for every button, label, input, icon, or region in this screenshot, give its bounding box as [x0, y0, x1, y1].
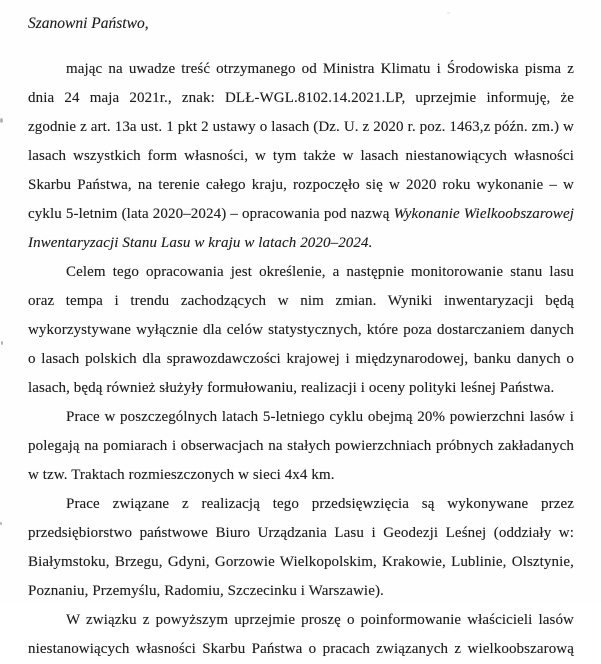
- paragraph-contractor: [28, 490, 574, 606]
- paragraph-text: Prace w poszczególnych latach 5-letniego cyklu obejmą 20% powierzchni lasów i polegają na pomiarach i obserwacjach na stałych powierzchniach próbnych zakładanych w tzw. Traktach rozmieszczonych w sieci 4x4 km.: [28, 409, 574, 483]
- paragraph-text: mając na uwadze treść otrzymanego od Ministra Klimatu i Środowiska pisma z dnia 24 maja 2021r., znak: DLŁ-WGL.8102.14.2021.LP, uprzejmie informuję, że zgodnie z art. 13a ust. 1 pkt 2 ustawy o lasach (Dz. U. z 2020 r. poz. 1463,z późn. zm.) w lasach wszystkich form własności, w tym także w lasach niestanowiących własności Skarbu Państwa, na terenie całego kraju, rozpoczęło się w 2020 roku wykonanie – w cyklu 5-letnim (lata 2020–2024) – opracowania pod nazwą: [28, 61, 574, 222]
- salutation: Szanowni Państwo,: [28, 15, 149, 32]
- paragraph-text: Prace związane z realizacją tego przedsięwzięcia są wykonywane przez przedsiębiorstwo państwowe Biuro Urządzania Lasu i Geodezji Leśnej (oddziały w: Białymstoku, Brzegu, Gdyni, Gorzowie Wielkopolskim, Krakowie, Lublinie, Olsztynie, Poznaniu, Przemyślu, Radomiu, Szczecinku i Warszawie).: [28, 496, 574, 599]
- scan-artifact: [0, 118, 3, 123]
- document-title-italic: Wykonanie Wielkoobszarowej Inwentaryzacji Stanu Lasu w kraju w latach 2020–2024.: [28, 206, 574, 251]
- scan-artifact: [1, 341, 3, 345]
- scan-artifact: [0, 522, 2, 525]
- paragraph-purpose: [28, 258, 574, 403]
- paragraph-request: [28, 606, 574, 664]
- scan-artifact: [447, 12, 450, 14]
- paragraph-introduction: [28, 55, 574, 258]
- paragraph-scope: [28, 403, 574, 490]
- paragraph-text: W związku z powyższym uprzejmie proszę o poinformowanie właścicieli lasów niestanowiących własności Skarbu Państwa o pracach związanych z wielkoobszarową: [28, 612, 574, 657]
- paragraph-text: Celem tego opracowania jest określenie, a następnie monitorowanie stanu lasu oraz tempa i trendu zachodzących w nim zmian. Wyniki inwentaryzacji będą wykorzystywane wyłącznie dla celów statystycznych, które poza dostarczaniem danych o lasach polskich dla sprawozdawczości krajowej i międzynarodowej, banku danych o lasach, będą również służyły formułowaniu, realizacji i oceny polityki leśnej Państwa.: [28, 264, 574, 396]
